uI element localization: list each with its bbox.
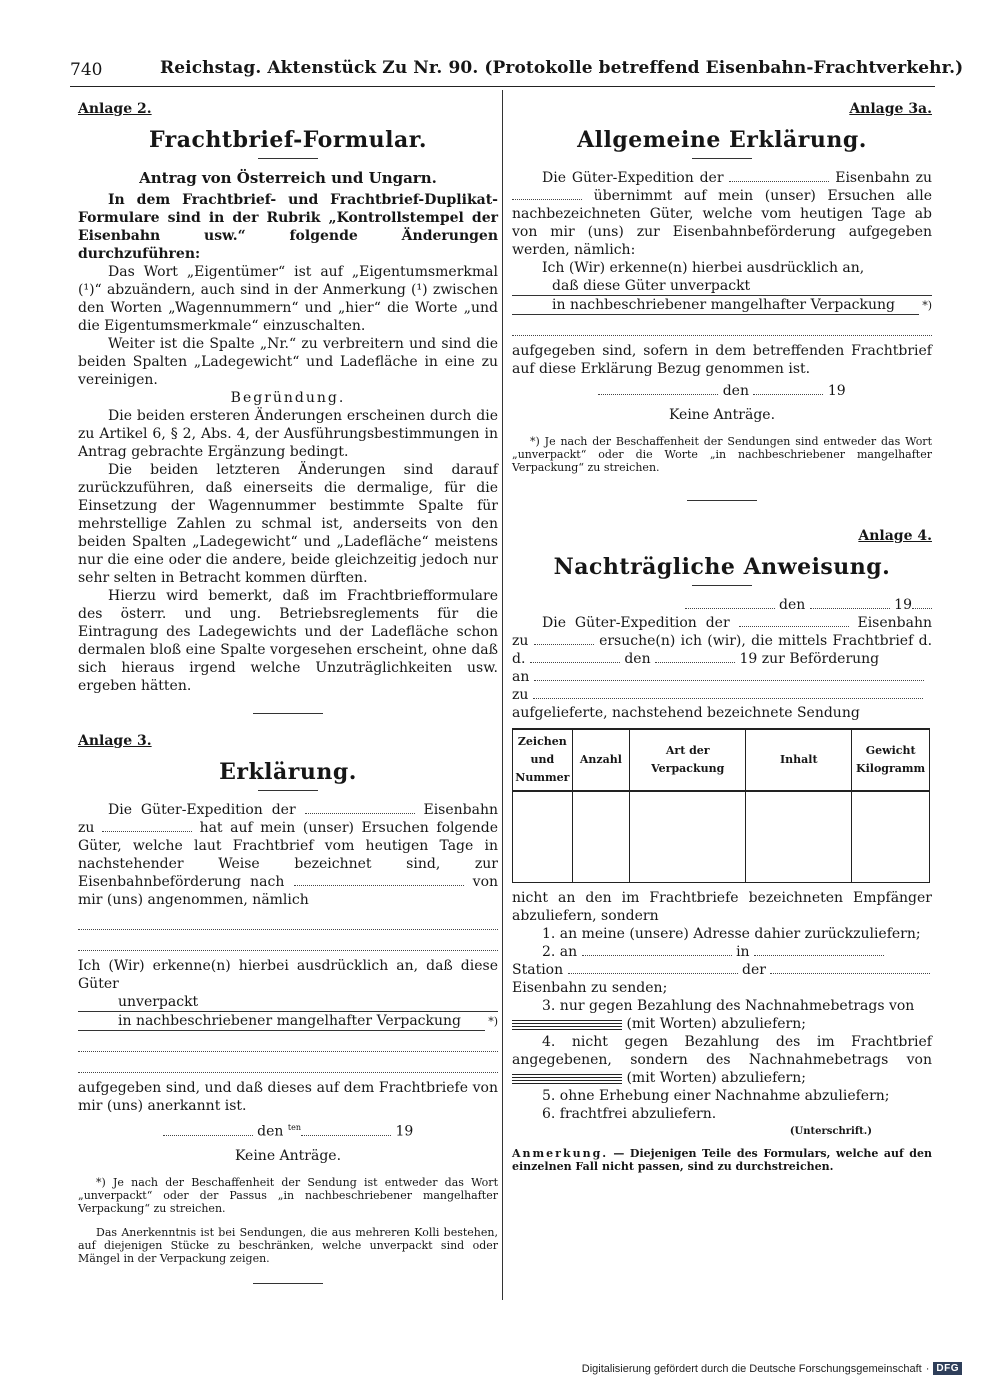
- list-item: 6. frachtfrei abzuliefern.: [542, 1106, 717, 1122]
- anlage-4-shipment: aufgelieferte, nachstehend bezeichnete Sendung: [512, 705, 860, 721]
- anlage-3a-label: Anlage 3a.: [849, 101, 932, 117]
- footer: [582, 1362, 962, 1375]
- anlage-2-paragraph-3: Die beiden ersteren Änderungen erscheinen durch die zu Artikel 6, § 2, Abs. 4, der Ausführungsbestimmungen in Antrag gebrachte Ergänzung bedingt.: [78, 408, 498, 460]
- anlage-4-line-an: an: [512, 668, 932, 686]
- left-column: [78, 100, 498, 1302]
- anlage-2-paragraph-2: Weiter ist die Spalte „Nr.“ zu verbreitern und sind die beiden Spalten „Ladegewicht“ und Ladefläche in eine zu vereinigen.: [78, 336, 498, 388]
- anlage-3-date-line: den $^{ten}$ 19: [78, 1119, 498, 1141]
- anlage-3a-form-text: Die Güter-Expedition der Eisenbahn zu übernimmt auf mein (unser) Ersuchen alle nachbezeichneten Güter, welche vom heutigen Tage ab von mir (uns) zur Eisenbahnbeförderung aufgegeben werden, nämlich:: [512, 170, 933, 258]
- anlage-3a-given: aufgegeben sind, sofern in dem betreffenden Frachtbrief auf diese Erklärung Bezug genommen ist.: [512, 343, 932, 377]
- title-rule: [692, 158, 752, 159]
- instruction-list: [512, 925, 932, 961]
- anlage-4-line-zu: zu: [512, 686, 932, 704]
- title-rule: [258, 790, 318, 791]
- anlage-2-subtitle: Antrag von Österreich und Ungarn.: [139, 169, 437, 187]
- table-header-cell: Art der Verpackung: [630, 729, 746, 791]
- anlage-3-option-mangelhaft: in nachbeschriebener mangelhafter Verpackung *): [78, 1012, 498, 1031]
- anlage-3a-footnote: *) Je nach der Beschaffenheit der Sendungen sind entweder das Wort „unverpackt“ oder die Worte „in nachbeschriebener mangelhafter Verpackung“ zu streichen.: [512, 435, 932, 474]
- anlage-3-section: [78, 732, 498, 1284]
- dotted-line: [78, 936, 498, 951]
- anlage-3a-no-motions: Keine Anträge.: [668, 407, 776, 423]
- anlage-4-form-text: Die Güter-Expedition der Eisenbahn zu ersuche(n) ich (wir), die mittels Frachtbrief d. d. den 19 zur Beförderung: [512, 615, 933, 667]
- section-separator: [253, 1283, 323, 1284]
- anlage-3a-date-line: den 19: [512, 382, 932, 400]
- list-item-continuation: Station der: [512, 961, 932, 979]
- section-separator: [687, 500, 757, 501]
- goods-table: [512, 728, 930, 883]
- anlage-2-begruendung: Begründung.: [230, 390, 346, 406]
- signature-label: (Unterschrift.): [789, 1126, 872, 1137]
- instruction-list: [512, 997, 932, 1015]
- anlage-3-footnote-1: *) Je nach der Beschaffenheit der Sendung ist entweder das Wort „unverpackt“ oder der Passus „in nachbeschriebener mangelhafter Verpackung“ zu streichen.: [78, 1175, 498, 1215]
- table-header-cell: Inhalt: [746, 729, 852, 791]
- table-cell: [572, 791, 630, 883]
- table-cell: [746, 791, 852, 883]
- table-header-cell: Zeichen und Nummer: [513, 729, 573, 791]
- list-item-continuation: Eisenbahn zu senden;: [512, 980, 668, 996]
- footer-text: Digitalisierung gefördert durch die Deutsche Forschungsgemeinschaft: [581, 1362, 922, 1375]
- anlage-3-title: Erklärung.: [219, 759, 357, 785]
- anlage-2-intro: In dem Frachtbrief- und Frachtbrief-Duplikat-Formulare sind in der Rubrik „Kontrollstempel der Eisenbahn usw.“ folgende Änderungen durchzuführen:: [78, 192, 498, 262]
- anlage-3a-option-mangelhaft: in nachbeschriebener mangelhafter Verpackung *): [512, 296, 932, 315]
- anlage-4-section: [512, 527, 932, 1173]
- hatched-amount-field: [512, 1072, 622, 1084]
- dotted-line: [78, 1058, 498, 1073]
- list-item: 5. ohne Erhebung einer Nachnahme abzuliefern;: [542, 1088, 890, 1104]
- anlage-4-title: Nachträgliche Anweisung.: [553, 554, 891, 580]
- title-rule: [692, 585, 752, 586]
- instruction-list: [512, 1087, 932, 1123]
- section-separator: [253, 713, 323, 714]
- hatched-amount-field: [512, 1018, 622, 1030]
- column-divider: [502, 90, 503, 1300]
- anlage-2-paragraph-4: Die beiden letzteren Änderungen sind darauf zurückzuführen, daß einerseits die dermalige, für die Einsetzung der Wagennummer bestimmte Spalte für mehrstellige Zahlen zu schmal ist, anderseits von den beiden Spalten „Ladegewicht“ und „Ladefläche“ meistens nur die eine oder die andere, beide gleichzeitig jedoch nur sehr selten in Betracht kommen dürften.: [78, 462, 498, 586]
- anlage-4-label: Anlage 4.: [858, 528, 932, 544]
- anlage-2-label: Anlage 2.: [78, 101, 152, 117]
- table-cell: [630, 791, 746, 883]
- list-item: 3. nur gegen Bezahlung des Nachnahmebetrags von: [542, 998, 915, 1014]
- anlage-3-form-text: Die Güter-Expedition der Eisenbahn zu hat auf mein (unser) Ersuchen folgende Güter, welche laut Frachtbrief vom heutigen Tage in nachstehender Weise bezeichnet sind, zur Eisenbahnbeförderung nach von mir (uns) angenommen, nämlich: [78, 802, 499, 908]
- anlage-2-title: Frachtbrief-Formular.: [148, 127, 428, 153]
- title-rule: [258, 158, 318, 159]
- dfg-logo: DFG: [933, 1362, 962, 1375]
- dotted-line: [512, 321, 932, 336]
- dotted-line: [78, 1037, 498, 1052]
- anlage-3-footnote-2: Das Anerkenntnis ist bei Sendungen, die aus mehreren Kolli bestehen, auf diejenigen Stücke zu beschränken, welche unverpackt sind oder Mängel in der Verpackung zeigen.: [78, 1225, 498, 1265]
- anlage-3-no-motions: Keine Anträge.: [234, 1147, 342, 1164]
- anlage-2-section: [78, 100, 498, 695]
- dotted-line: [78, 915, 498, 930]
- anlage-3-option-unverpackt: unverpackt: [78, 993, 498, 1012]
- table-cell: [852, 791, 930, 883]
- list-item-continuation: (mit Worten) abzuliefern;: [512, 1015, 932, 1033]
- header-rule: [70, 86, 935, 87]
- goods-table-header: [513, 729, 930, 791]
- anlage-2-paragraph-5: Hierzu wird bemerkt, daß im Frachtbriefformulare des österr. und ung. Betriebsreglements für die Eintragung des Ladegewichts und der Ladefläche schon dermalen bloß eine Spalte vorgesehen erscheint, ohne daß sich hieraus irgend welche Unzuträglichkeiten usw. ergeben hätten.: [78, 588, 498, 694]
- list-item: 1. an meine (unsere) Adresse dahier zurückzuliefern;: [542, 926, 921, 942]
- anlage-3-recognize: Ich (Wir) erkenne(n) hierbei ausdrücklich an, daß diese Güter: [78, 958, 498, 992]
- page-number: 740: [70, 60, 103, 80]
- anlage-3a-title: Allgemeine Erklärung.: [577, 127, 867, 153]
- anlage-3a-section: [512, 100, 932, 474]
- anlage-3-given: aufgegeben sind, und daß dieses auf dem Frachtbriefe von mir (uns) anerkannt ist.: [78, 1080, 498, 1114]
- anlage-3a-option-unverpackt: daß diese Güter unverpackt: [512, 277, 932, 296]
- anlage-3a-recognize: Ich (Wir) erkenne(n) hierbei ausdrücklich an,: [542, 260, 865, 276]
- anlage-4-date-line: den 19: [512, 596, 932, 614]
- anlage-4-note: Anmerkung. — Diejenigen Teile des Formulars, welche auf den einzelnen Fall nicht passen, sind zu durchstreichen.: [512, 1147, 932, 1173]
- anlage-4-after-table: nicht an den im Frachtbriefe bezeichneten Empfänger abzuliefern, sondern: [512, 890, 932, 924]
- table-row: [513, 791, 930, 883]
- table-cell: [513, 791, 573, 883]
- footer-separator: ·: [925, 1362, 930, 1375]
- anlage-2-paragraph-1: Das Wort „Eigentümer“ ist auf „Eigentumsmerkmal (¹)“ abzuändern, auch sind in der Anmerkung (¹) zwischen den Worten „Wagennummern“ und „hier“ die Worte „und die Eigentumsmerkmale“ einzuschalten.: [78, 264, 498, 334]
- table-header-cell: Anzahl: [572, 729, 630, 791]
- list-item: 4. nicht gegen Bezahlung des im Frachtbrief angegebenen, sondern des Nachnahmebetrags von (mit Worten) abzuliefern;: [512, 1034, 932, 1086]
- anlage-3-label: Anlage 3.: [78, 733, 152, 749]
- table-header-cell: Gewicht Kilogramm: [852, 729, 930, 791]
- right-column: [512, 100, 932, 1184]
- list-item: 2. an in: [542, 943, 932, 961]
- running-head: Reichstag. Aktenstück Zu Nr. 90. (Protokolle betreffend Eisenbahn-Frachtverkehr.): [160, 58, 964, 78]
